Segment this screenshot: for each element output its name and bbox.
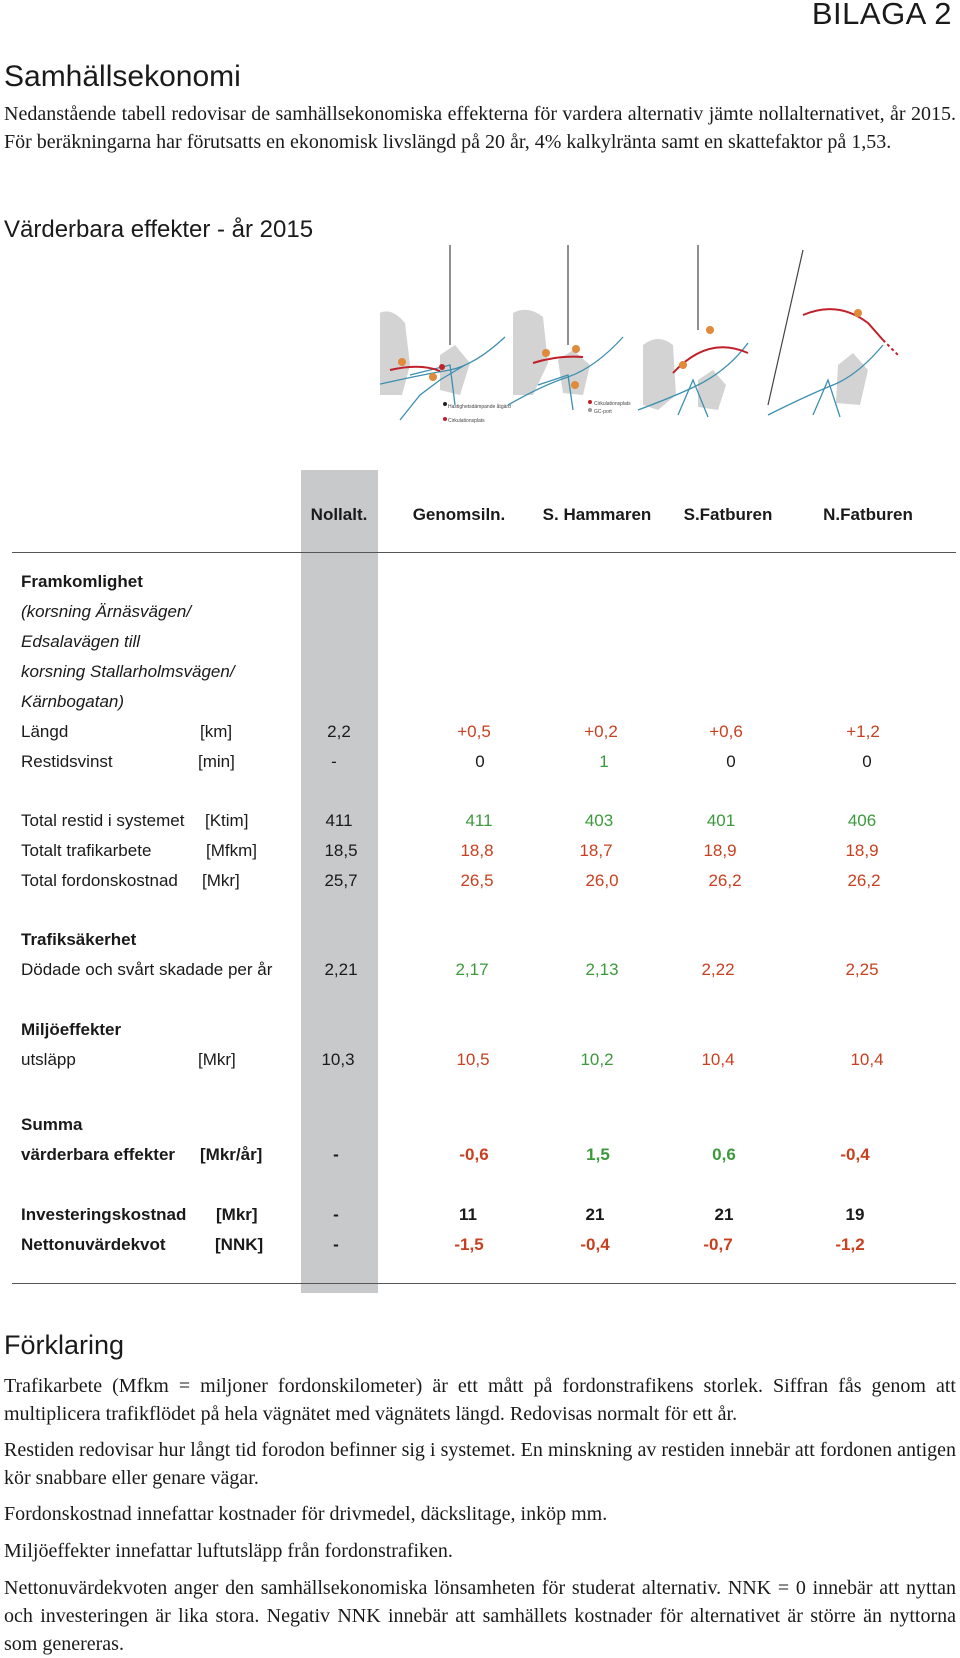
map1-legend-1: Hastighetsdämpande åtgärd <box>448 404 511 410</box>
row-label-total-restid: Total restid i systemet <box>21 811 185 830</box>
explanation-restid: Restiden redovisar hur långt tid forodon befinner sig i systemet. En minskning av restiden innebär att fordonen antigen kör snabbare eller genare vägar. <box>4 1439 956 1489</box>
row-unit-langd: [km] <box>200 722 233 741</box>
row-unit-trafikarbete: [Mfkm] <box>206 841 257 860</box>
column-header-s-hammaren: S. Hammaren <box>542 505 652 524</box>
column-header-s-fatburen: S.Fatburen <box>683 505 773 524</box>
cell-trafikarbete-s-fatburen: 18,9 <box>703 841 737 860</box>
cell-nnk-s-hammaren: -0,4 <box>580 1235 610 1254</box>
cell-nnk-n-fatburen: -1,2 <box>835 1235 865 1254</box>
map-n-fatburen <box>768 250 898 417</box>
column-header-genomsiln: Genomsiln. <box>412 505 506 524</box>
cell-langd-n-fatburen: +1,2 <box>846 722 880 741</box>
cell-investering-s-fatburen: 21 <box>714 1205 734 1224</box>
map-genomsiln <box>380 245 511 424</box>
column-header-n-fatburen: N.Fatburen <box>823 505 913 524</box>
cell-restidsvinst-genomsiln: 0 <box>475 752 485 771</box>
row-unit-total-restid: [Ktim] <box>205 811 249 830</box>
row-label-investeringskostnad: Investeringskostnad <box>21 1205 187 1224</box>
alternative-maps <box>380 245 960 460</box>
heading-framkomlighet: Framkomlighet <box>21 572 143 591</box>
section-subtitle: Värderbara effekter - år 2015 <box>4 216 314 243</box>
appendix-label: BILAGA 2 <box>811 0 952 31</box>
map2-legend-1: Cirkulationsplats <box>594 401 631 407</box>
framkomlighet-desc-3: korsning Stallarholmsvägen/ <box>21 662 235 681</box>
heading-trafiksakerhet: Trafiksäkerhet <box>21 930 137 949</box>
cell-utslapp-s-fatburen: 10,4 <box>701 1050 735 1069</box>
cell-total-restid-s-fatburen: 401 <box>706 811 736 830</box>
cell-fordonskostnad-n-fatburen: 26,2 <box>847 871 881 890</box>
explanation-fordonskostnad: Fordonskostnad innefattar kostnader för drivmedel, däckslitage, inköp mm. <box>4 1503 608 1525</box>
row-unit-restidsvinst: [min] <box>198 752 235 771</box>
explanation-nnk: Nettonuvärdekvoten anger den samhällsekonomiska lönsamheten för studerat alternativ. NNK = 0 innebär att nyttan och investeringen är lika stora. Negativ NNK innebär att samhällets kostnader för alternativet är större än nyttorna som genereras. <box>4 1577 956 1655</box>
explanation-trafikarbete: Trafikarbete (Mfkm = miljoner fordonskilometer) är ett mått på fordonstrafikens storlek. Siffran fås genom att multiplicera trafikflödet på hela vägnätet med vägnätets längd. Redovisas normalt för ett år. <box>4 1375 956 1425</box>
cell-investering-nollalt: - <box>333 1205 339 1224</box>
row-label-langd: Längd <box>21 722 69 741</box>
map2-legend-2: GC-port <box>594 409 612 415</box>
cell-trafikarbete-s-hammaren: 18,7 <box>579 841 613 860</box>
heading-miljoeffekter: Miljöeffekter <box>21 1020 122 1039</box>
cell-utslapp-nollalt: 10,3 <box>321 1050 355 1069</box>
table-top-rule <box>12 552 956 553</box>
framkomlighet-desc-1: (korsning Ärnäsvägen/ <box>21 602 192 621</box>
row-label-dodade: Dödade och svårt skadade per år <box>21 960 273 979</box>
cell-fordonskostnad-s-fatburen: 26,2 <box>708 871 742 890</box>
cell-fordonskostnad-s-hammaren: 26,0 <box>585 871 619 890</box>
cell-investering-s-hammaren: 21 <box>585 1205 605 1224</box>
map1-legend-2: Cirkulationsplats <box>448 418 485 424</box>
framkomlighet-desc-4: Kärnbogatan) <box>21 692 125 711</box>
cell-total-restid-s-hammaren: 403 <box>584 811 614 830</box>
cell-varderbara-n-fatburen: -0,4 <box>840 1145 870 1164</box>
row-label-restidsvinst: Restidsvinst <box>21 752 113 771</box>
column-header-nollalt: Nollalt. <box>310 505 368 524</box>
cell-langd-genomsiln: +0,5 <box>457 722 491 741</box>
row-unit-investeringskostnad: [Mkr] <box>216 1205 258 1224</box>
cell-dodade-s-fatburen: 2,22 <box>701 960 735 979</box>
row-label-trafikarbete: Totalt trafikarbete <box>21 841 152 860</box>
cell-trafikarbete-n-fatburen: 18,9 <box>845 841 879 860</box>
cell-dodade-genomsiln: 2,17 <box>455 960 489 979</box>
cell-langd-nollalt: 2,2 <box>327 722 351 741</box>
table-bottom-rule <box>12 1283 956 1284</box>
cell-total-restid-genomsiln: 411 <box>465 811 493 830</box>
cell-total-restid-n-fatburen: 406 <box>847 811 877 830</box>
cell-dodade-n-fatburen: 2,25 <box>845 960 879 979</box>
row-unit-nettonuvardekvot: [NNK] <box>215 1235 264 1254</box>
row-unit-utslapp: [Mkr] <box>198 1050 236 1069</box>
cell-fordonskostnad-genomsiln: 26,5 <box>460 871 494 890</box>
page-title: Samhällsekonomi <box>4 60 241 93</box>
cell-langd-s-fatburen: +0,6 <box>709 722 743 741</box>
cell-varderbara-s-fatburen: 0,6 <box>712 1145 736 1164</box>
cell-varderbara-nollalt: - <box>333 1145 339 1164</box>
framkomlighet-desc-2: Edsalavägen till <box>21 632 141 651</box>
explanation-miljoeffekter: Miljöeffekter innefattar luftutsläpp från fordonstrafiken. <box>4 1540 453 1562</box>
cell-dodade-s-hammaren: 2,13 <box>585 960 619 979</box>
cell-varderbara-s-hammaren: 1,5 <box>586 1145 610 1164</box>
cell-restidsvinst-nollalt: - <box>331 752 337 771</box>
cell-utslapp-genomsiln: 10,5 <box>456 1050 490 1069</box>
cell-utslapp-n-fatburen: 10,4 <box>850 1050 884 1069</box>
cell-restidsvinst-n-fatburen: 0 <box>862 752 872 771</box>
cell-utslapp-s-hammaren: 10,2 <box>580 1050 614 1069</box>
cell-investering-n-fatburen: 19 <box>845 1205 865 1224</box>
cell-nnk-genomsiln: -1,5 <box>454 1235 484 1254</box>
cell-total-restid-nollalt: 411 <box>325 811 353 830</box>
row-label-utslapp: utsläpp <box>21 1050 76 1069</box>
cell-nnk-nollalt: - <box>333 1235 339 1254</box>
heading-summa: Summa <box>21 1115 83 1134</box>
cell-restidsvinst-s-hammaren: 1 <box>599 752 609 771</box>
cell-varderbara-genomsiln: -0,6 <box>459 1145 489 1164</box>
row-unit-fordonskostnad: [Mkr] <box>202 871 240 890</box>
cell-trafikarbete-genomsiln: 18,8 <box>460 841 494 860</box>
cell-investering-genomsiln: 11 <box>459 1205 477 1224</box>
row-label-fordonskostnad: Total fordonskostnad <box>21 871 178 890</box>
row-unit-varderbara: [Mkr/år] <box>200 1145 263 1164</box>
explanation-heading: Förklaring <box>4 1330 125 1360</box>
cell-dodade-nollalt: 2,21 <box>324 960 358 979</box>
cell-restidsvinst-s-fatburen: 0 <box>726 752 736 771</box>
row-label-varderbara: värderbara effekter <box>21 1145 176 1164</box>
row-label-nettonuvardekvot: Nettonuvärdekvot <box>21 1235 166 1254</box>
map-s-hammaren <box>508 245 631 415</box>
cell-trafikarbete-nollalt: 18,5 <box>324 841 358 860</box>
map-s-fatburen <box>638 245 748 417</box>
cell-langd-s-hammaren: +0,2 <box>584 722 618 741</box>
cell-nnk-s-fatburen: -0,7 <box>703 1235 733 1254</box>
intro-paragraph: Nedanstående tabell redovisar de samhällsekonomiska effekterna för vardera alternativ jämte nollalternativet, år 2015. För beräkningarna har förutsatts en ekonomisk livslängd på 20 år, 4% kalkylränta samt en skattefaktor på 1,53. <box>4 103 956 153</box>
cell-fordonskostnad-nollalt: 25,7 <box>324 871 358 890</box>
